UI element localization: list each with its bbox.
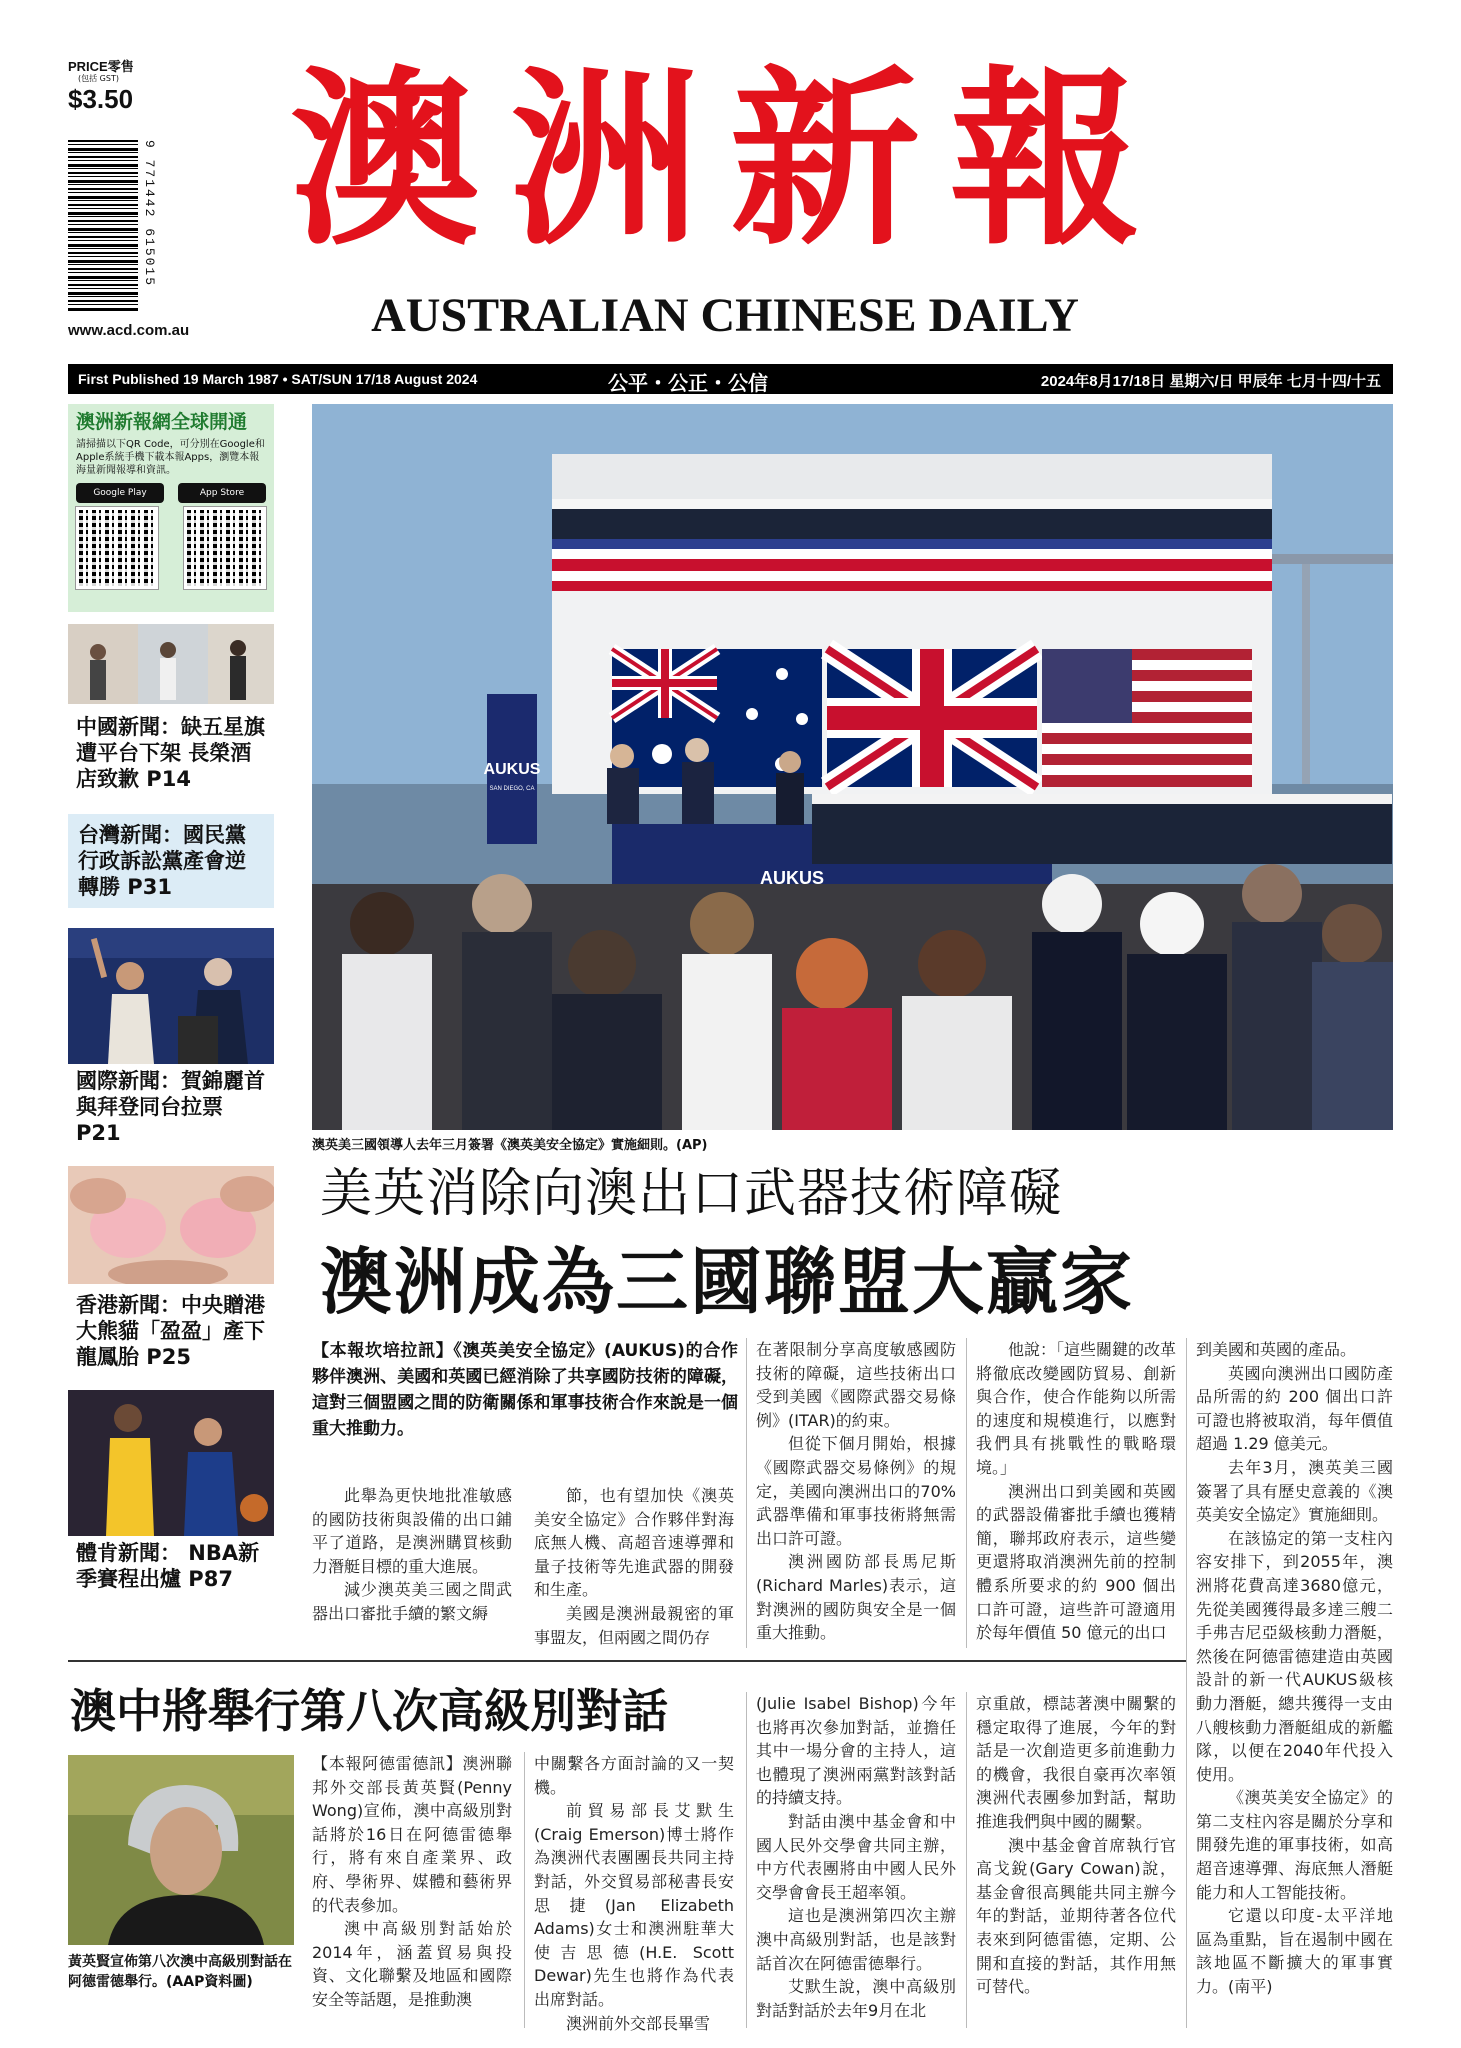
main-story-col5-p5: 《澳英美安全協定》的第二支柱內容是關於分享和開發先進的軍事技術，如高超音速導彈、海底無人潛艇能力和人工智能技術。 [1196,1788,1393,1902]
main-story-col2 [534,1484,734,1649]
publication-info: First Published 19 March 1987 • SAT/SUN 17/18 August 2024 [78,371,478,387]
banner-aukus-text: AUKUS [759,868,825,888]
second-headline: 澳中將舉行第八次高級別對話 [70,1684,668,1738]
second-story-col3 [756,1692,956,2022]
second-story-col1-p2: 澳中高級別對話始於2014年，涵蓋貿易與投資、文化聯繫及地區和國際安全等話題，是推動澳 [312,1919,512,2009]
website-link[interactable]: www.acd.com.au [68,322,190,339]
aukus-ceremony-photo [312,404,1393,1130]
qr-code-apple[interactable] [184,507,266,589]
teaser-sports-text: 體肯新聞： NBA新季賽程出爐 P87 [76,1541,260,1591]
teaser-sports[interactable] [68,1390,274,1592]
main-story-col5-p2: 英國向澳洲出口國防產品所需的約 200 個出口許可證也將被取消，每年價值超過 1.29 億美元。 [1196,1363,1393,1454]
qr-code-google[interactable] [76,507,158,589]
barcode [68,140,164,312]
masthead-logo-chinese: 澳洲新報 [290,48,1171,271]
penny-wong-photo [68,1755,294,1945]
app-promo-title: 澳洲新報網全球開通 [76,411,248,433]
teaser-china[interactable] [68,624,274,792]
price-box [68,60,178,114]
second-story-col1 [312,1752,512,2012]
main-story-col5 [1196,1338,1393,1999]
second-story-col4-p1: 京重啟，標誌著澳中關繫的穩定取得了進展，今年的對話是一次創造更多前進動力的機會，我很自豪再次率領澳洲代表團參加對話，幫助推進我們與中國的關繫。 [976,1694,1176,1831]
main-story-lead [312,1338,738,1442]
main-headline-line2: 澳洲成為三國聯盟大贏家 [320,1240,1135,1324]
main-story-col4 [976,1338,1176,1645]
teaser-international-photo [68,928,274,1064]
chinese-date: 2024年8月17/18日 星期六/日 甲辰年 七月十四/十五 [1040,373,1381,390]
main-story-col5-p4: 在該協定的第一支柱內容安排下，到2055年，澳洲將花費高達3680億元，先從美國獲得最多達三艘二手弗吉尼亞級核動力潛艇，然後在阿德雷德建造由英國設計的新一代AUKUS級核動力潛艇，總共獲得一支由八艘核動力潛艇組成的新艦隊，以便在2040年代投入使用。 [1196,1528,1393,1784]
podium-sub-text: SAN DIEGO, CA [489,786,535,792]
second-story-col3-p2: 對話由澳中基金會和中國人民外交學會共同主辦，中方代表團將由中國人民外交學會會長王超率領。 [756,1811,956,1902]
teaser-hongkong-photo [68,1166,274,1284]
second-story-col2-p1: 中關繫各方面討論的又一契機。 [534,1754,734,1797]
main-story-col2-p2: 美國是澳洲最親密的軍事盟友，但兩國之間仍存 [534,1603,734,1647]
main-story-col1 [312,1484,512,1626]
column-divider [524,1752,525,2028]
teaser-hongkong-text: 香港新聞：中央贈港大熊貓「盈盈」產下龍鳳胎 P25 [76,1293,265,1369]
sidebar [68,404,274,1592]
main-story-col3-p1: 在著限制分享高度敏感國防技術的障礙，這些技術出口受到美國《國際武器交易條例》(ITAR)的約束。 [756,1340,956,1430]
main-story-col3-p2: 但從下個月開始，根據《國際武器交易條例》的規定，美國向澳洲出口的70%武器準備和軍事技術將無需出口許可證。 [756,1434,956,1548]
second-story-col2-p2: 前貿易部長艾默生(Craig Emerson)博士將作為澳洲代表團團長共同主持對話，外交貿易部秘書長安思捷(Jan Elizabeth Adams)女士和澳洲駐華大使吉思德(H.E. Scott Dewar)先生也將作為代表出席對話。 [534,1801,734,2009]
main-photo-caption: 澳英美三國領導人去年三月簽署《澳英美安全協定》實施細則。(AP) [312,1138,708,1153]
main-story-col5-p3: 去年3月，澳英美三國簽署了具有歷史意義的《澳英美安全協定》實施細則。 [1196,1457,1393,1525]
second-story-col2-p3: 澳洲前外交部長畢雪 [566,2013,711,2033]
teaser-taiwan[interactable] [68,814,274,908]
main-story-col1-p2: 減少澳英美三國之間武器出口審批手續的繁文縟 [312,1580,512,1623]
column-divider [1186,1338,1187,2028]
main-headline-line1: 美英消除向澳出口武器技術障礙 [320,1164,1063,1224]
google-play-badge[interactable]: Google Play [76,483,164,503]
column-divider [746,1338,747,1648]
section-divider [68,1660,1186,1662]
teaser-china-text: 中國新聞：缺五星旗遭平台下架 長榮酒店致歉 P14 [76,715,265,791]
motto: 公平・公正・公信 [608,373,768,395]
main-story-col1-p1: 此舉為更快地批准敏感的國防技術與設備的出口鋪平了道路，是澳洲購買核動力潛艇目標的重大進展。 [312,1486,512,1576]
second-story-col4-p2: 澳中基金會首席執行官高戈銳(Gary Cowan)說，基金會很高興能共同主辦今年的對話，並期待著各位代表來到阿德雷德，定期、公開和直接的對話，其作用無可替代。 [976,1835,1176,1997]
teaser-international[interactable] [68,928,274,1146]
main-story-col4-p1: 他說：「這些關鍵的改革將徹底改變國防貿易、創新與合作，使合作能夠以所需的速度和規模進行，以應對我們具有挑戰性的戰略環境。」 [976,1340,1177,1477]
column-divider [966,1338,967,1648]
second-story-col1-p1: 【本報阿德雷德訊】澳洲聯邦外交部長黃英賢(Penny Wong)宣佈，澳中高級別對話將於16日在阿德雷德舉行，將有來自產業界、政府、學術界、媒體和藝術界的代表參加。 [312,1754,512,1915]
penny-wong-caption: 黃英賢宣佈第八次澳中高級別對話在阿德雷德舉行。(AAP資料圖) [68,1954,292,1990]
second-story-col3-p4: 艾默生說，澳中高級別對話對話於去年9月在北 [756,1977,956,2020]
main-story-col3 [756,1338,956,1645]
app-promo-box [68,404,274,612]
main-story-col5-p1: 到美國和英國的產品。 [1196,1340,1357,1359]
main-story-col4-p2: 澳洲出口到美國和英國的武器設備審批手續也獲精簡，聯邦政府表示，這些變更還將取消澳洲先前的控制體系所要求的約 900 個出口許可證，這些許可證適用於每年價值 50 億元的出口 [976,1481,1176,1643]
barcode-digits: 9 771442 615015 [142,140,157,288]
date-bar [68,364,1393,394]
teaser-international-text: 國際新聞：賀錦麗首與拜登同台拉票 P21 [76,1069,265,1145]
main-story-col5-p6: 它還以印度-太平洋地區為重點，旨在遏制中國在該地區不斷擴大的軍事實力。(南平) [1196,1906,1393,1997]
app-store-badge[interactable]: App Store [178,483,266,503]
teaser-taiwan-text: 台灣新聞：國民黨行政訴訟黨產會逆轉勝 P31 [78,823,246,899]
second-story-col3-p1: (Julie Isabel Bishop)今年也將再次參加對話，並擔任其中一場分會的主持人，這也體現了澳洲兩黨對該對話的持續支持。 [756,1694,956,1808]
teaser-sports-photo [68,1390,274,1536]
price-value: $3.50 [68,84,134,114]
column-divider [966,1692,967,2028]
second-story-col2 [534,1752,734,2035]
podium-aukus-text: AUKUS [483,761,541,778]
masthead-logo-english: AUSTRALIAN CHINESE DAILY [371,289,1079,342]
main-story-col3-p3: 澳洲國防部長馬尼斯(Richard Marles)表示，這對澳洲的國防與安全是一個重大推動。 [756,1552,956,1643]
price-gst-note: (包括 GST) [78,74,119,83]
column-divider [746,1692,747,2028]
second-story-col4 [976,1692,1176,1999]
app-promo-description: 請掃描以下QR Code，可分別在Google和Apple系統手機下載本報Apps，瀏覽本報海量新聞報導和資訊。 [76,439,265,476]
barcode-bars [68,140,138,312]
main-story-col2-p1: 節，也有望加快《澳英美安全協定》合作夥伴對海底無人機、高超音速導彈和量子技術等先進武器的開發和生產。 [534,1486,734,1600]
second-story-col3-p3: 這也是澳洲第四次主辦澳中高級別對話，也是該對話首次在阿德雷德舉行。 [756,1906,956,1973]
teaser-hongkong[interactable] [68,1166,274,1370]
price-label: PRICE零售 [68,59,134,74]
main-story-lead-text: 【本報坎培拉訊】《澳英美安全協定》(AUKUS)的合作夥伴澳洲、美國和英國已經消除了共享國防技術的障礙，這對三個盟國之間的防衛關係和軍事技術合作來說是一個重大推動力。 [312,1341,738,1439]
teaser-china-photo [68,624,274,704]
